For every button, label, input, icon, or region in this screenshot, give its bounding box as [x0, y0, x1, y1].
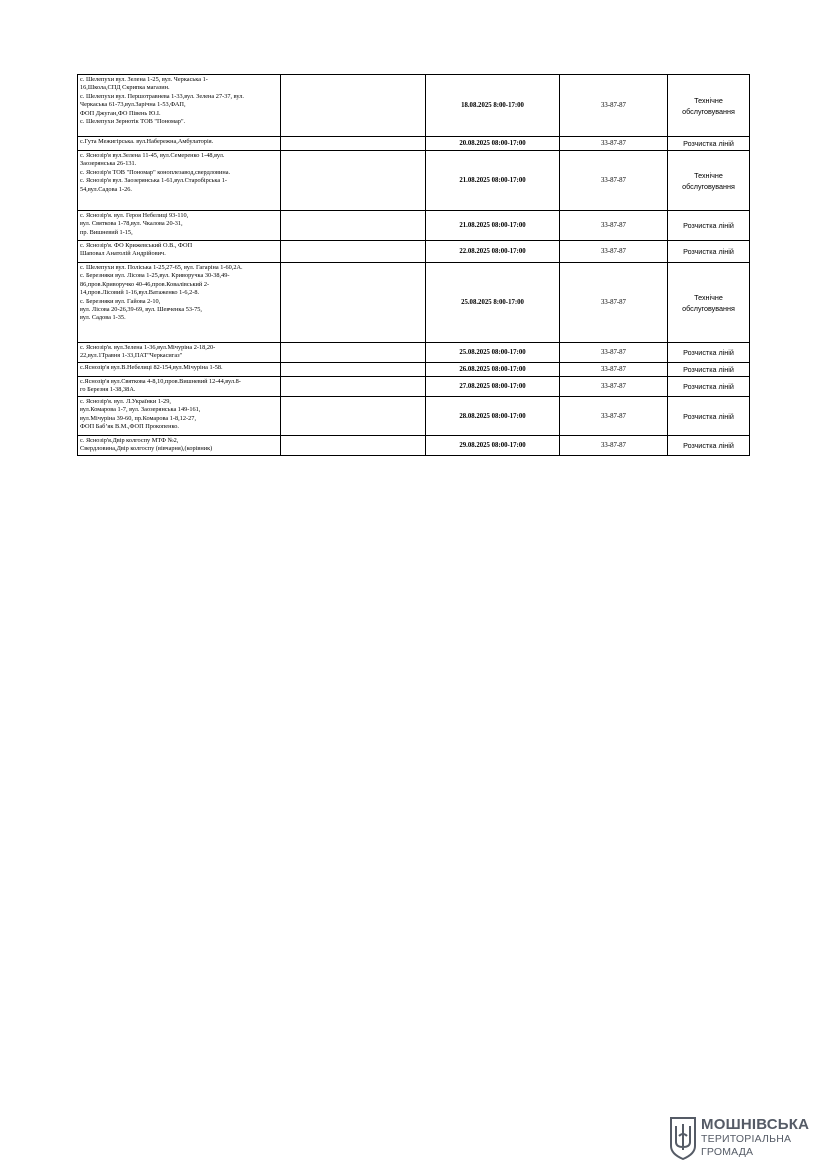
- date-cell: 27.08.2025 08:00-17:00: [426, 377, 560, 397]
- address-cell: с. Шелепухи вул. Поліська 1-25,27-65, вул. Гагаріна 1-60,2А. с. Березняки вул. Лісова 1-25,вул. Криворучка 30-38,49- 86,пров.Криворучко 40-46,пров.Ковалівський 2- 14,пров.Лісовий 1-16,вул.Ватаженко 1-6,2-8. с. Березняки вул. Гайова 2-10, вул. Лісова 20-26,39-69, вул. Шевченка 53-75, вул. Садова 1-35.: [78, 263, 281, 343]
- work-type-cell: Розчистка ліній: [668, 241, 750, 263]
- phone-cell: 33-87-87: [560, 75, 668, 137]
- table-row: [78, 436, 750, 456]
- work-type-cell: Розчистка ліній: [668, 377, 750, 397]
- address-cell: с. Яснозір'я вул.Зелена 11-45, вул.Семеренко 1-48,вул. Заозерянська 26-131. с. Яснозір'я ТОВ "Пономар" коноплезавод,свердловина. с. Яснозір'я вул. Заозерянська 1-61,вул.Старобірська 1- 54,вул.Садова 1-26.: [78, 151, 281, 211]
- address-cell: с. Яснозір'я.Двір колгоспу МТФ №2, Свердловина,Двір колгоспу (вівчарня),(корівник): [78, 436, 281, 456]
- blank-cell: [281, 363, 426, 377]
- logo-line-2: ТЕРИТОРІАЛЬНА: [701, 1133, 792, 1145]
- phone-cell: 33-87-87: [560, 436, 668, 456]
- address-cell: с. Яснозір'я. вул. Л.Українки 1-29, вул.Комарова 1-7, вул. Заозерянська 149-161, вул.Мічуріна 39-60, пр.Комарова 1-8,12-27, ФОП Бабʼяк В.М.,ФОП Прокопенко.: [78, 397, 281, 436]
- table-row: [78, 263, 750, 343]
- blank-cell: [281, 137, 426, 151]
- date-cell: 21.08.2025 08:00-17:00: [426, 151, 560, 211]
- date-cell: 22.08.2025 08:00-17:00: [426, 241, 560, 263]
- phone-cell: 33-87-87: [560, 137, 668, 151]
- trident-emblem-icon: [668, 1116, 698, 1160]
- work-type-cell: Технічне обслуговування: [668, 151, 750, 211]
- blank-cell: [281, 263, 426, 343]
- address-cell: с.Яснозір'я вул.В.Небелиці 82-154,вул.Мічуріна 1-58.: [78, 363, 281, 377]
- table-row: [78, 363, 750, 377]
- address-cell: с. Яснозір'я. вул. Героя Небелиці 93-110, вул. Святкова 1-78,вул. Чкалова 20-31, пр. Вишневий 1-15,: [78, 211, 281, 241]
- work-type-cell: Розчистка ліній: [668, 436, 750, 456]
- table-row: [78, 137, 750, 151]
- phone-cell: 33-87-87: [560, 377, 668, 397]
- work-type-cell: Розчистка ліній: [668, 211, 750, 241]
- phone-cell: 33-87-87: [560, 241, 668, 263]
- date-cell: 20.08.2025 08:00-17:00: [426, 137, 560, 151]
- address-cell: с.Яснозір'я вул.Святкова 4-8,10,пров.Вишневий 12-44,вул.8- го Березня 1-38,38А.: [78, 377, 281, 397]
- table-row: [78, 151, 750, 211]
- date-cell: 28.08.2025 08:00-17:00: [426, 397, 560, 436]
- address-cell: с. Шелепухи вул. Зелена 1-25, вул. Черкаська 1- 16,Школа,СПД Скрипка магазин. с. Шелепухи вул. Першотравнева 1-33,вул. Зелена 27-37, вул. Черкаська 61-73,вул.Зарічна 1-53,ФАП, ФОП Джуган,ФО Півень Ю.І. с. Шелепухи Зернотік ТОВ "Пономар".: [78, 75, 281, 137]
- date-cell: 25.08.2025 8:00-17:00: [426, 263, 560, 343]
- work-type-cell: Технічне обслуговування: [668, 263, 750, 343]
- blank-cell: [281, 397, 426, 436]
- address-cell: с.Гута Межигірська. вул.Набережна,Амбулаторія.: [78, 137, 281, 151]
- blank-cell: [281, 436, 426, 456]
- blank-cell: [281, 377, 426, 397]
- date-cell: 29.08.2025 08:00-17:00: [426, 436, 560, 456]
- phone-cell: 33-87-87: [560, 363, 668, 377]
- blank-cell: [281, 75, 426, 137]
- date-cell: 18.08.2025 8:00-17:00: [426, 75, 560, 137]
- phone-cell: 33-87-87: [560, 397, 668, 436]
- date-cell: 25.08.2025 08:00-17:00: [426, 343, 560, 363]
- logo-line-1: МОШНІВСЬКА: [701, 1116, 810, 1133]
- table-row: [78, 377, 750, 397]
- work-type-cell: Розчистка ліній: [668, 363, 750, 377]
- date-cell: 21.08.2025 08:00-17:00: [426, 211, 560, 241]
- blank-cell: [281, 343, 426, 363]
- address-cell: с. Яснозір'я. вул.Зелена 1-36,вул.Мічуріна 2-18,20- 22,вул.1Травня 1-33,ПАТ"Черкасигаз": [78, 343, 281, 363]
- table-row: [78, 343, 750, 363]
- community-logo: [668, 1116, 808, 1160]
- phone-cell: 33-87-87: [560, 263, 668, 343]
- phone-cell: 33-87-87: [560, 343, 668, 363]
- outage-schedule-table: [77, 74, 750, 456]
- table-row: [78, 397, 750, 436]
- table-row: [78, 211, 750, 241]
- work-type-cell: Технічне обслуговування: [668, 75, 750, 137]
- date-cell: 26.08.2025 08:00-17:00: [426, 363, 560, 377]
- logo-line-3: ГРОМАДА: [701, 1146, 754, 1158]
- work-type-cell: Розчистка ліній: [668, 397, 750, 436]
- table-row: [78, 241, 750, 263]
- work-type-cell: Розчистка ліній: [668, 343, 750, 363]
- work-type-cell: Розчистка ліній: [668, 137, 750, 151]
- blank-cell: [281, 241, 426, 263]
- phone-cell: 33-87-87: [560, 151, 668, 211]
- table-row: [78, 75, 750, 137]
- address-cell: с. Яснозір'я. ФО Крижевський О.В., ФОП Шаповал Анатолій Андрійович.: [78, 241, 281, 263]
- phone-cell: 33-87-87: [560, 211, 668, 241]
- blank-cell: [281, 211, 426, 241]
- blank-cell: [281, 151, 426, 211]
